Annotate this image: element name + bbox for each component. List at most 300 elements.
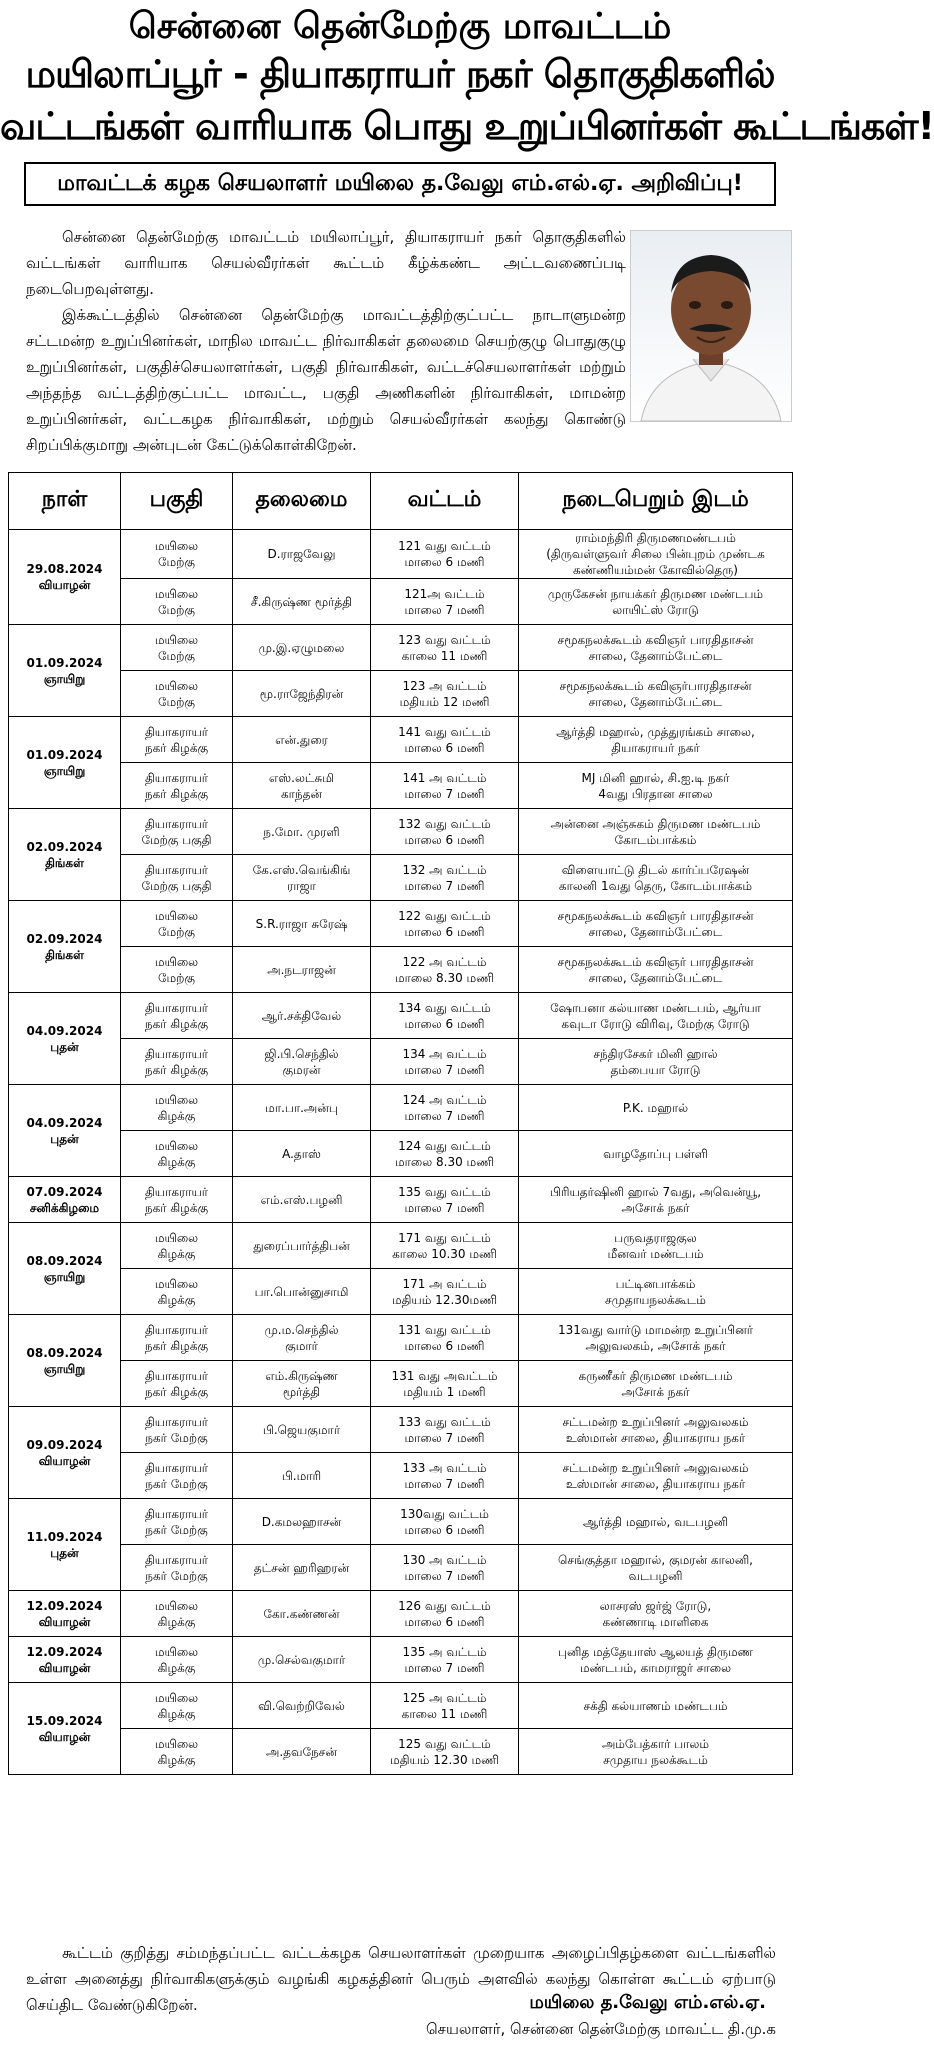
lead-cell [233, 1131, 371, 1177]
venue-cell-line: சமூகநலக்கூடம் கவிஞர் பாரதிதாசன் [557, 954, 754, 969]
area-cell [121, 1085, 233, 1131]
area-cell [121, 1131, 233, 1177]
area-cell-line: மயிலை [154, 1276, 199, 1291]
ward-cell-line: 123 அ வட்டம் [402, 678, 487, 693]
intro-paragraph-2: இக்கூட்டத்தில் சென்னை தென்மேற்கு மாவட்டத்திற்குட்பட்ட நாடாளுமன்ற சட்டமன்ற உறுப்பினர்கள், மாநில மாவட்ட நிர்வாகிகள் தலைமை செயற்குழு பொதுகுழு உறுப்பினர்கள், பகுதிச்செயலாளர்கள், பகுதி நிர்வாகிகள், வட்டச்செயலாளர்கள் மற்றும் அந்தந்த வட்டத்திற்குட்பட்ட மாவட்ட, பகுதி அணிகளின் நிர்வாகிகள், மாமன்ற உறுப்பினர்கள், வட்டகழக நிர்வாகிகள், மற்றும் செயல்வீரர்கள் கலந்து கொண்டு சிறப்பிக்குமாறு அன்புடன் கேட்டுக்கொள்கிறேன். [26, 306, 626, 454]
venue-cell [519, 1131, 793, 1177]
date-cell [9, 1407, 121, 1499]
ward-cell [371, 1223, 519, 1269]
ward-cell-line: 141 வது வட்டம் [398, 724, 491, 739]
ward-cell-line: காலை 10.30 மணி [392, 1246, 497, 1261]
lead-cell-line: துரைப்பார்த்திபன் [253, 1238, 350, 1253]
venue-cell-line: சட்டமன்ற உறுப்பினர் அலுவலகம் [562, 1460, 749, 1475]
date-cell-line: ஞாயிறு [43, 1269, 86, 1284]
ward-cell-line: மாலை 7 மணி [404, 786, 485, 801]
area-cell-line: மேற்கு [158, 555, 195, 569]
venue-cell-line: ஆர்த்தி மஹால், வடபழனி [582, 1514, 729, 1529]
table-row [9, 625, 793, 671]
date-cell-line: 02.09.2024 [26, 931, 103, 946]
area-cell-line: நகர் கிழக்கு [144, 1384, 209, 1399]
table-row [9, 1407, 793, 1453]
lead-cell [233, 625, 371, 671]
lead-cell-line: பி.ஜெயகுமார் [262, 1422, 341, 1437]
ward-cell [371, 1085, 519, 1131]
ward-cell [371, 1407, 519, 1453]
area-cell-line: மயிலை [154, 586, 199, 601]
date-cell-line: வியாழன் [38, 1453, 91, 1468]
table-row [9, 1683, 793, 1729]
ward-cell-line: 135 அ வட்டம் [402, 1644, 487, 1659]
table-row [9, 1315, 793, 1361]
date-cell-line: 12.09.2024 [26, 1644, 103, 1659]
area-cell-line: மயிலை [154, 1598, 199, 1613]
table-row [9, 1591, 793, 1637]
table-row [9, 1131, 793, 1177]
ward-cell-line: 135 வது வட்டம் [398, 1184, 491, 1199]
ward-cell-line: மாலை 6 மணி [404, 740, 485, 755]
venue-cell-line: கண்ணியம்மன் கோவில்தெரு) [573, 563, 738, 577]
area-cell-line: மயிலை [154, 954, 199, 969]
ward-cell-line: 125 வது வட்டம் [398, 1736, 491, 1751]
ward-cell [371, 1637, 519, 1683]
area-cell-line: தியாகராயர் [144, 1460, 209, 1475]
area-cell-line: தியாகராயர் [144, 1552, 209, 1567]
venue-cell-line: வடபழனி [628, 1568, 683, 1583]
date-cell-line: 11.09.2024 [26, 1529, 103, 1544]
date-cell [9, 1683, 121, 1775]
lead-cell-line: அ.தவநேசன் [266, 1744, 337, 1759]
lead-cell [233, 1637, 371, 1683]
ward-cell-line: 121அ வட்டம் [404, 586, 485, 601]
ward-cell-line: காலை 11 மணி [401, 648, 488, 663]
lead-cell-line: காந்தன் [280, 786, 323, 801]
lead-cell [233, 671, 371, 717]
venue-cell-line: சமூகநலக்கூடம் கவிஞர் பாரதிதாசன் [557, 908, 754, 923]
venue-cell-line: மண்டபம், காமராஜர் சாலை [579, 1660, 732, 1675]
date-cell-line: புதன் [50, 1039, 79, 1054]
col-header-venue: நடைபெறும் இடம் [519, 473, 793, 530]
lead-cell [233, 763, 371, 809]
ward-cell [371, 1683, 519, 1729]
venue-cell [519, 1269, 793, 1315]
date-cell-line: 09.09.2024 [26, 1437, 103, 1452]
venue-cell [519, 1499, 793, 1545]
venue-cell-line: வாழதோப்பு பள்ளி [603, 1146, 708, 1161]
area-cell-line: கிழக்கு [157, 1660, 196, 1675]
venue-cell [519, 1407, 793, 1453]
date-cell-line: 07.09.2024 [26, 1184, 103, 1199]
area-cell-line: மயிலை [154, 1736, 199, 1751]
ward-cell-line: 134 வது வட்டம் [398, 1000, 491, 1015]
ward-cell-line: மாலை 8.30 மணி [394, 1154, 495, 1169]
intro-paragraph-1: சென்னை தென்மேற்கு மாவட்டம் மயிலாப்பூர், தியாகராயர் நகர் தொகுதிகளில் வட்டங்கள் வாரியாக செயல்வீரர்கள் கூட்டம் கீழ்க்கண்ட அட்டவணைப்படி நடைபெறவுள்ளது. [26, 228, 626, 298]
area-cell-line: மேற்கு பகுதி [141, 878, 212, 893]
area-cell [121, 855, 233, 901]
ward-cell [371, 530, 519, 579]
date-cell-line: சனிக்கிழமை [29, 1200, 100, 1215]
date-cell-line: 04.09.2024 [26, 1115, 103, 1130]
lead-cell-line: மா.பா.அன்பு [265, 1100, 338, 1115]
area-cell-line: நகர் மேற்கு [145, 1522, 208, 1537]
venue-cell [519, 1591, 793, 1637]
lead-cell [233, 993, 371, 1039]
table-row [9, 901, 793, 947]
table-row [9, 1545, 793, 1591]
venue-cell [519, 1545, 793, 1591]
ward-cell-line: மதியம் 12 மணி [399, 694, 490, 709]
area-cell [121, 1269, 233, 1315]
area-cell-line: நகர் கிழக்கு [144, 740, 209, 755]
ward-cell-line: மாலை 7 மணி [404, 1108, 485, 1123]
ward-cell-line: 122 வது வட்டம் [398, 908, 491, 923]
ward-cell-line: 121 வது வட்டம் [398, 539, 491, 553]
area-cell-line: மேற்கு பகுதி [141, 832, 212, 847]
area-cell-line: கிழக்கு [157, 1108, 196, 1123]
ward-cell-line: மதியம் 12.30 மணி [390, 1752, 499, 1767]
area-cell-line: தியாகராயர் [144, 1184, 209, 1199]
venue-cell [519, 1729, 793, 1775]
venue-cell [519, 1085, 793, 1131]
venue-cell-line: சட்டமன்ற உறுப்பினர் அலுவலகம் [562, 1414, 749, 1429]
ward-cell-line: மாலை 7 மணி [404, 1660, 485, 1675]
venue-cell-line: சாலை, தேனாம்பேட்டை [588, 694, 723, 709]
lead-cell [233, 1499, 371, 1545]
area-cell-line: நகர் மேற்கு [145, 1430, 208, 1445]
venue-cell-line: கவுடா ரோடு விரிவு, மேற்கு ரோடு [561, 1016, 750, 1031]
lead-cell-line: தட்சன் ஹரிஹரன் [253, 1560, 350, 1575]
area-cell-line: நகர் கிழக்கு [144, 1200, 209, 1215]
ward-cell-line: மாலை 7 மணி [404, 878, 485, 893]
area-cell-line: நகர் கிழக்கு [144, 786, 209, 801]
venue-cell-line: பருவதராஜகுல [614, 1230, 697, 1245]
signature-name: மயிலை த.வேலு எம்.எல்.ஏ. [529, 1992, 766, 2013]
table-row [9, 1637, 793, 1683]
area-cell-line: தியாகராயர் [144, 816, 209, 831]
table-row [9, 993, 793, 1039]
area-cell-line: கிழக்கு [157, 1154, 196, 1169]
ward-cell-line: 132 வது வட்டம் [398, 816, 491, 831]
ward-cell-line: 123 வது வட்டம் [398, 632, 491, 647]
venue-cell-line: அசோக் நகர் [621, 1200, 690, 1215]
lead-cell [233, 855, 371, 901]
ward-cell [371, 579, 519, 625]
lead-cell-line: குமார் [285, 1338, 318, 1353]
date-cell-line: ஞாயிறு [43, 763, 86, 778]
ward-cell [371, 763, 519, 809]
area-cell [121, 1683, 233, 1729]
area-cell [121, 1407, 233, 1453]
schedule-body [9, 530, 793, 1775]
ward-cell [371, 901, 519, 947]
table-row [9, 1499, 793, 1545]
lead-cell-line: என்.துரை [275, 732, 328, 747]
area-cell [121, 530, 233, 579]
area-cell-line: நகர் கிழக்கு [144, 1338, 209, 1353]
lead-cell-line: மு.செல்வகுமார் [257, 1652, 346, 1667]
ward-cell [371, 717, 519, 763]
lead-cell-line: கோ.கண்ணன் [263, 1606, 340, 1621]
table-row [9, 579, 793, 625]
area-cell [121, 1453, 233, 1499]
lead-cell-line: ஜி.பி.செந்தில் [264, 1046, 339, 1061]
date-cell [9, 717, 121, 809]
lead-cell [233, 1315, 371, 1361]
date-cell [9, 1315, 121, 1407]
ward-cell-line: மாலை 7 மணி [404, 602, 485, 617]
lead-cell [233, 1591, 371, 1637]
date-cell-line: 01.09.2024 [26, 747, 103, 762]
area-cell [121, 1177, 233, 1223]
date-cell-line: 08.09.2024 [26, 1345, 103, 1360]
area-cell-line: மயிலை [154, 539, 199, 553]
ward-cell [371, 855, 519, 901]
venue-cell [519, 1177, 793, 1223]
venue-cell-line: பிரியதர்ஷினி ஹால் 7வது, அவென்யூ, [549, 1184, 762, 1199]
table-row [9, 530, 793, 579]
ward-cell-line: மாலை 6 மணி [404, 1522, 485, 1537]
area-cell-line: தியாகராயர் [144, 770, 209, 785]
lead-cell [233, 947, 371, 993]
area-cell [121, 1039, 233, 1085]
venue-cell-line: 131வது வார்டு மாமன்ற உறுப்பினர் [557, 1322, 754, 1337]
date-cell [9, 1085, 121, 1177]
lead-cell [233, 530, 371, 579]
area-cell-line: மயிலை [154, 1230, 199, 1245]
venue-cell-line: தம்பையா ரோடு [610, 1062, 701, 1077]
area-cell-line: மயிலை [154, 1644, 199, 1659]
venue-cell-line: புனித மத்தேயாஸ் ஆலயத் திருமண [558, 1644, 753, 1659]
area-cell-line: மேற்கு [158, 694, 195, 709]
ward-cell-line: மாலை 7 மணி [404, 1430, 485, 1445]
venue-cell-line: தியாகராயர் நகர் [611, 740, 700, 755]
venue-cell-line: ஆர்த்தி மஹால், முத்துரங்கம் சாலை, [556, 724, 755, 739]
date-cell [9, 1177, 121, 1223]
venue-cell-line: செங்குத்தா மஹால், குமரன் காலனி, [557, 1552, 753, 1567]
ward-cell-line: 131 வது அவட்டம் [391, 1368, 498, 1383]
venue-cell [519, 579, 793, 625]
area-cell [121, 1499, 233, 1545]
table-row [9, 855, 793, 901]
area-cell-line: கிழக்கு [157, 1614, 196, 1629]
venue-cell-line: மீனவர் மண்டபம் [607, 1246, 704, 1261]
ward-cell-line: 124 அ வட்டம் [402, 1092, 487, 1107]
venue-cell [519, 1453, 793, 1499]
venue-cell-line: ராம்மந்திரி திருமணமண்டபம் [575, 531, 736, 545]
area-cell [121, 993, 233, 1039]
lead-cell-line: அ.நடராஜன் [267, 962, 336, 977]
venue-cell-line: கண்ணாடி மாளிகை [602, 1614, 709, 1629]
ward-cell [371, 1039, 519, 1085]
ward-cell [371, 947, 519, 993]
ward-cell [371, 1591, 519, 1637]
ward-cell-line: மாலை 6 மணி [404, 1338, 485, 1353]
venue-cell [519, 1315, 793, 1361]
ward-cell-line: மாலை 6 மணி [404, 832, 485, 847]
area-cell [121, 1315, 233, 1361]
venue-cell-line: சக்தி கல்யாணம் மண்டபம் [583, 1698, 728, 1713]
area-cell-line: கிழக்கு [157, 1752, 196, 1767]
table-row [9, 809, 793, 855]
venue-cell-line: உஸ்மான் சாலை, தியாகராய நகர் [565, 1476, 746, 1491]
lead-cell [233, 1085, 371, 1131]
area-cell [121, 1223, 233, 1269]
area-cell-line: தியாகராயர் [144, 1414, 209, 1429]
date-cell-line: ஞாயிறு [43, 1361, 86, 1376]
lead-cell [233, 1683, 371, 1729]
venue-cell-line: காலனி 1வது தெரு, கோடம்பாக்கம் [558, 878, 753, 893]
venue-cell [519, 947, 793, 993]
closing-note: கூட்டம் குறித்து சம்மந்தப்பட்ட வட்டக்கழக செயலாளர்கள் முறையாக அழைப்பிதழ்களை வட்டங்களில் உள்ள அனைத்து நிர்வாகிகளுக்கும் வழங்கி கழகத்தினர் பெரும் அளவில் கலந்து கொள்ள கூட்டம் ஏற்பாடு செய்திட வேண்டுகிறேன். [26, 1944, 776, 2014]
area-cell-line: மயிலை [154, 632, 199, 647]
area-cell-line: நகர் மேற்கு [145, 1476, 208, 1491]
area-cell-line: கிழக்கு [157, 1706, 196, 1721]
leader-photo [630, 230, 792, 422]
ward-cell-line: மாலை 8.30 மணி [394, 970, 495, 985]
ward-cell-line: 134 அ வட்டம் [402, 1046, 487, 1061]
date-cell-line: 04.09.2024 [26, 1023, 103, 1038]
table-row [9, 1453, 793, 1499]
area-cell [121, 809, 233, 855]
date-cell-line: புதன் [50, 1545, 79, 1560]
table-row [9, 717, 793, 763]
area-cell [121, 579, 233, 625]
venue-cell [519, 1361, 793, 1407]
leader-portrait-icon [631, 231, 791, 421]
venue-cell-line: MJ மினி ஹால், சி.ஐ.டி நகர் [581, 770, 730, 785]
ward-cell-line: மாலை 6 மணி [404, 1016, 485, 1031]
lead-cell [233, 1453, 371, 1499]
ward-cell [371, 1361, 519, 1407]
date-cell-line: ஞாயிறு [43, 671, 86, 686]
table-header-row [9, 473, 793, 530]
date-cell [9, 625, 121, 717]
ward-cell-line: 126 வது வட்டம் [398, 1598, 491, 1613]
ward-cell-line: மாலை 7 மணி [404, 1062, 485, 1077]
lead-cell-line: மு.ம.செந்தில் [264, 1322, 339, 1337]
ward-cell-line: 130வது வட்டம் [400, 1506, 489, 1521]
ward-cell [371, 1499, 519, 1545]
date-cell [9, 1637, 121, 1683]
lead-cell-line: பா.பொன்னுசாமி [254, 1284, 349, 1299]
lead-cell [233, 809, 371, 855]
table-row [9, 1361, 793, 1407]
venue-cell-line: சமூகநலக்கூடம் கவிஞர் பாரதிதாசன் [557, 632, 754, 647]
date-cell-line: 02.09.2024 [26, 839, 103, 854]
ward-cell-line: 141 அ வட்டம் [402, 770, 487, 785]
venue-cell-line: அன்னை அஞ்சுகம் திருமண மண்டபம் [550, 816, 761, 831]
date-cell [9, 901, 121, 993]
lead-cell-line: A.தாஸ் [282, 1146, 321, 1161]
area-cell [121, 763, 233, 809]
area-cell-line: மயிலை [154, 1092, 199, 1107]
ward-cell-line: மாலை 7 மணி [404, 1200, 485, 1215]
table-row [9, 671, 793, 717]
ward-cell-line: 133 வது வட்டம் [398, 1414, 491, 1429]
lead-cell-line: குமரன் [282, 1062, 321, 1077]
area-cell-line: மேற்கு [158, 924, 195, 939]
lead-cell [233, 1361, 371, 1407]
venue-cell-line: P.K. மஹால் [622, 1100, 689, 1115]
area-cell [121, 671, 233, 717]
constituency-title: மயிலாப்பூர் - தியாகராயர் நகர் தொகுதிகளில் [25, 52, 775, 96]
area-cell-line: மேற்கு [158, 648, 195, 663]
ward-cell-line: 124 வது வட்டம் [398, 1138, 491, 1153]
date-cell [9, 809, 121, 901]
venue-cell-line: லாசரஸ் ஜர்ஜ் ரோடு, [599, 1598, 712, 1613]
area-cell [121, 947, 233, 993]
venue-cell-line: கோடம்பாக்கம் [614, 832, 697, 847]
table-row [9, 1085, 793, 1131]
schedule-table [8, 472, 793, 1775]
announcement-banner: மாவட்டக் கழக செயலாளர் மயிலை த.வேலு எம்.எல்.ஏ. அறிவிப்பு! [24, 162, 776, 206]
area-cell-line: தியாகராயர் [144, 1000, 209, 1015]
signature-title: செயலாளர், சென்னை தென்மேற்கு மாவட்ட தி.மு.க [426, 2020, 776, 2038]
area-cell-line: மேற்கு [158, 602, 195, 617]
ward-cell-line: 122 அ வட்டம் [402, 954, 487, 969]
ward-cell-line: மாலை 6 மணி [404, 555, 485, 569]
col-header-date: நாள் [9, 473, 121, 530]
date-cell-line: வியாழன் [38, 1614, 91, 1629]
ward-cell [371, 1315, 519, 1361]
meeting-title: வட்டங்கள் வாரியாக பொது உறுப்பினர்கள் கூட்டங்கள்! [0, 104, 934, 148]
venue-cell-line: கருணீகர் திருமண மண்டபம் [578, 1368, 733, 1383]
venue-cell [519, 1637, 793, 1683]
area-cell-line: தியாகராயர் [144, 1368, 209, 1383]
date-cell [9, 530, 121, 625]
venue-cell-line: ஷோபனா கல்யாண மண்டபம், ஆர்யா [550, 1000, 761, 1015]
area-cell-line: மயிலை [154, 1690, 199, 1705]
ward-cell [371, 1729, 519, 1775]
venue-cell [519, 855, 793, 901]
date-cell-line: திங்கள் [45, 855, 84, 870]
ward-cell-line: 171 அ வட்டம் [402, 1276, 487, 1291]
venue-cell-line: சமுதாய நலக்கூடம் [603, 1752, 708, 1767]
lead-cell-line: D.கமலஹாசன் [261, 1514, 342, 1529]
lead-cell-line: எஸ்.லட்சுமி [268, 770, 335, 785]
col-header-area: பகுதி [121, 473, 233, 530]
venue-cell-line: அசோக் நகர் [621, 1384, 690, 1399]
date-cell-line: வியாழன் [38, 1660, 91, 1675]
date-cell-line: 01.09.2024 [26, 655, 103, 670]
venue-cell [519, 809, 793, 855]
lead-cell [233, 1223, 371, 1269]
ward-cell-line: 125 அ வட்டம் [402, 1690, 487, 1705]
ward-cell [371, 1453, 519, 1499]
area-cell-line: கிழக்கு [157, 1246, 196, 1261]
table-row [9, 1223, 793, 1269]
lead-cell-line: பி.மாரி [281, 1468, 322, 1483]
area-cell-line: நகர் கிழக்கு [144, 1062, 209, 1077]
lead-cell-line: சீ.கிருஷ்ண மூர்த்தி [250, 594, 353, 609]
area-cell [121, 1637, 233, 1683]
venue-cell-line: 4வது பிரதான சாலை [598, 786, 713, 801]
area-cell-line: மேற்கு [158, 970, 195, 985]
ward-cell-line: மாலை 7 மணி [404, 1476, 485, 1491]
lead-cell [233, 579, 371, 625]
area-cell [121, 1591, 233, 1637]
venue-cell [519, 625, 793, 671]
venue-cell [519, 530, 793, 579]
lead-cell-line: ராஜா [287, 878, 316, 893]
date-cell-line: புதன் [50, 1131, 79, 1146]
lead-cell-line: S.R.ராஜா சுரேஷ் [255, 916, 348, 931]
district-title: சென்னை தென்மேற்கு மாவட்டம் [128, 6, 672, 47]
ward-cell [371, 1177, 519, 1223]
date-cell-line: 12.09.2024 [26, 1598, 103, 1613]
venue-cell-line: சாலை, தேனாம்பேட்டை [588, 924, 723, 939]
lead-cell-line: ந.மோ. முரளி [263, 824, 340, 839]
area-cell [121, 901, 233, 947]
